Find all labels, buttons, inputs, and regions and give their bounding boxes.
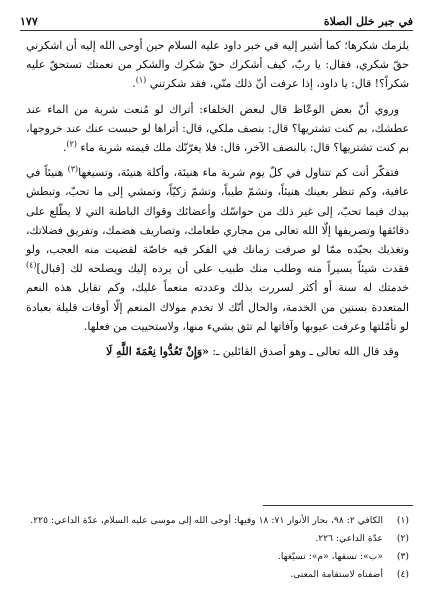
footnote-2 (26, 530, 409, 548)
chapter-title: في جبر خلل الصلاة (323, 15, 413, 28)
quran-quote: «وَإِنْ تَعُدُّوا نِعْمَةَ اللَّهِ لَا (105, 345, 209, 359)
paragraph-3 (26, 163, 409, 336)
footnote-3 (26, 548, 409, 566)
footnote-text: عدّة الداعي: ٢٢٦. (315, 533, 383, 544)
paragraph-text: خدمتك له سنة أو أكثر لسررت بذلك وعددته منعماً عليك، وكم تقابل هذه النعم المتعددة بسنين من الخدمة، والحال أنّك لا تخدم مولاك المنعم إلّا أوقات قليلة بعبادة لو تأمّلتها وعرفت عيوبها وآفاتها لم تثق بشيء منها، ولاستحييت من فعلها. (26, 281, 409, 333)
footnote-ref[interactable]: (٣) (67, 164, 79, 174)
footnote-4 (26, 566, 409, 584)
footnote-ref[interactable]: (٢) (66, 139, 77, 149)
running-header (20, 8, 413, 28)
footnotes (26, 512, 409, 584)
paragraph-text: يلزمك شكرها؛ كما أشير إليه في خبر داود عليه السلام حين أوحى الله إليه أن اشكرني حقّ شكري، فقال: يا ربّ، كيف أشكرك حقّ شكرك والشكر من نعمتك تستحقّ عليه شكراً؟! قال: يا داود، إذا عرفت أنّ ذلك منّي، فقد شكرتني (26, 39, 409, 91)
footnote-ref[interactable]: (٤) (26, 260, 37, 270)
footnote-number: (٢) (396, 533, 409, 544)
footnote-1 (26, 512, 409, 530)
footnote-number: (٤) (396, 569, 409, 580)
paragraph-2 (26, 100, 409, 158)
paragraph-1 (26, 36, 409, 94)
header-rule (20, 30, 413, 31)
paragraph-4 (26, 342, 409, 361)
footnote-text: «ب»: تسقها، «م»: تسيّغها. (277, 551, 383, 562)
paragraph-text: فتفكّر أنت كم تتناول في كلّ يوم شربة ماء هنيئة، وأكلة هنيئة، وتسيغها (78, 166, 399, 180)
paragraph-tail: . (132, 77, 136, 91)
footnote-separator (263, 505, 413, 506)
paragraph-tail: . (62, 141, 67, 155)
footnote-ref[interactable]: (١) (135, 75, 147, 85)
footnote-text: الكافي ٢: ٩٨، بحار الأنوار ٧١: ١٨ وفيها: أوحى الله إلى موسى عليه السلام، عدّة الداعي: ٢٢٥. (30, 515, 383, 526)
paragraph-text: وروي أنّ بعض الوعّاظ قال لبعض الخلفاء: أتراك لو مُنعت شربة من الماء عند عطشك، بم كنت تشتريها؟ قال: بنصف ملكي، قال: أتراها لو حبست عنك عند خروجها، بم كنت تشتريها؟ قال: بالنصف الآخر، قال: فلا يغرّنّك ملك قيمته شربة ماء (26, 102, 409, 155)
main-text (26, 36, 409, 367)
footnote-number: (٣) (396, 551, 409, 562)
page-number: ١٧٧ (20, 15, 38, 28)
footnote-number: (١) (396, 515, 409, 526)
paragraph-text: وقد قال الله تعالى ـ وهو أصدق القائلين ـ: (212, 345, 399, 359)
footnote-text: أضفناه لاستقامة المعنى. (290, 569, 383, 580)
paragraph-text: هنيئاً في عافية، وكم تنظر بعينك هنيئاً، وتشمّ طيباً، وتشمّ زكيّاً، وتمشي إلى ما تحبّ، وتبطش بيدك فيما تحبّ، إلى غير ذلك من حواسّك وأعضائك وقواك الباطنة التي لا يطّلع على دقائقها وتصريفها إلّا الله تعالى من مجاري طعامك، وتصاريف هضمك، وتفريق فضلاتك، وتغذيك بجيّده ممّا لو صرفت زمانك في الفكر فيه خاصّة لقضيت منه العجب، ولو فقدت شيئاً يسيراً منه وطلب منك طبيب على أن يرده إليك ويصلحه لك [قبال] (26, 166, 409, 276)
